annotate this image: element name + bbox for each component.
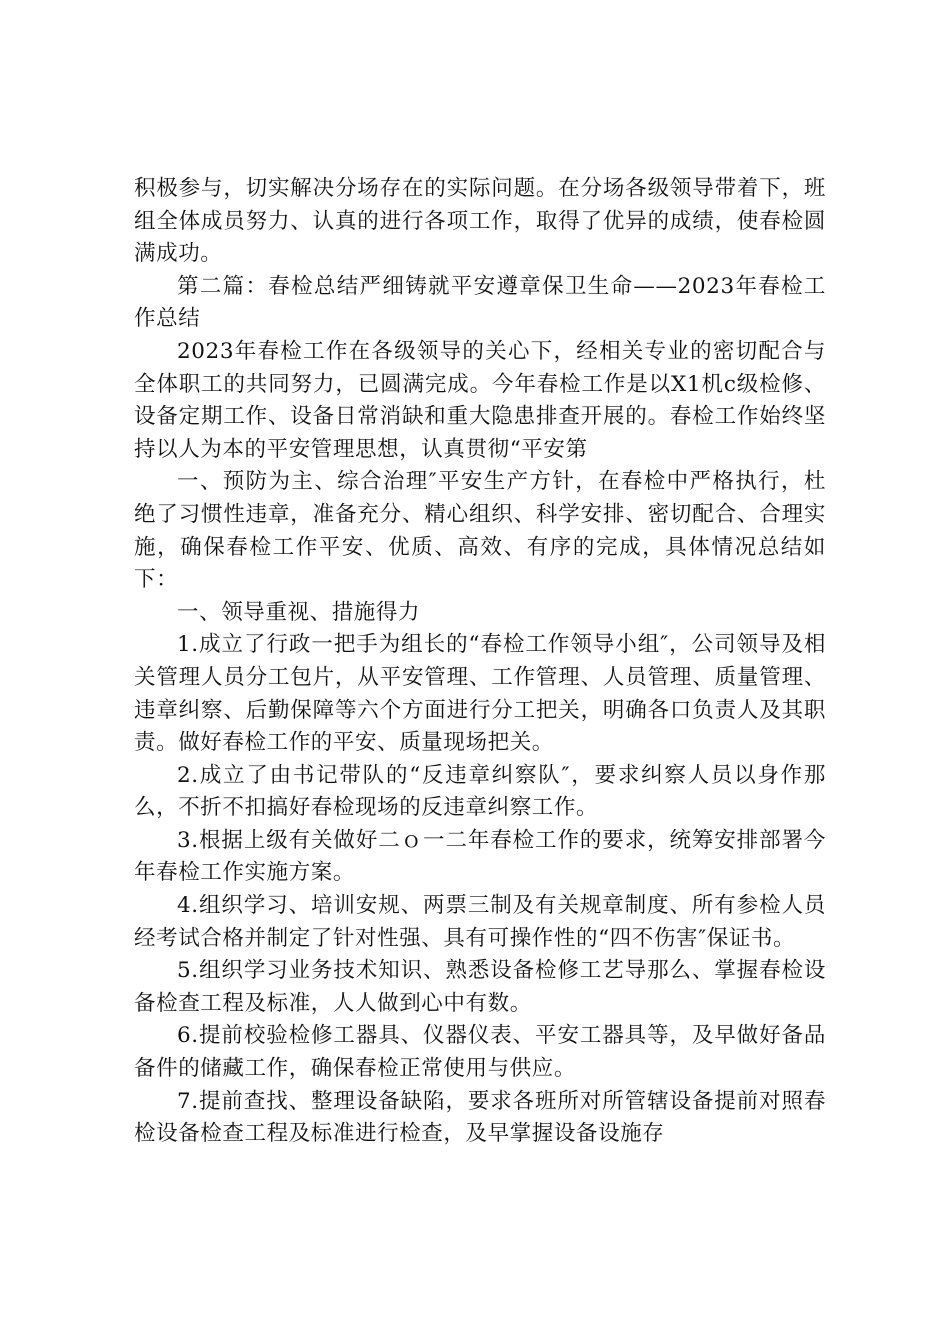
paragraph-intro: 2023年春检工作在各级领导的关心下，经相关专业的密切配合与全体职工的共同努力，已圆满完成。今年春检工作是以X1机c级检修、设备定期工作、设备日常消缺和重大隐患排查开展的。春检工作始终坚持以人为本的平安管理思想，认真贯彻“平安第: [134, 338, 826, 462]
list-item-3: 3.根据上级有关做好二ｏ一二年春检工作的要求，统筹安排部署今年春检工作实施方案。: [134, 827, 826, 886]
subheading-leadership: 一、领导重视、措施得力: [177, 599, 421, 625]
paragraph-policy: 一、预防为主、综合治理″平安生产方针，在春检中严格执行，杜绝了习惯性违章，准备充分、精心组织、科学安排、密切配合、合理实施，确保春检工作平安、优质、高效、有序的完成，具体情况总结如下：: [134, 469, 826, 593]
list-item-5: 5.组织学习业务技术知识、熟悉设备检修工艺导那么、掌握春检设备检查工程及标准，人人做到心中有数。: [134, 958, 826, 1016]
list-item-1: 1.成立了行政一把手为组长的“春检工作领导小组″，公司领导及相关管理人员分工包片，从平安管理、工作管理、人员管理、质量管理、违章纠察、后勤保障等六个方面进行分工把关，明确各口负责人及其职责。做好春检工作的平安、质量现场把关。: [134, 632, 826, 756]
paragraph-continuation: 积极参与，切实解决分场存在的实际问题。在分场各级领导带着下，班组全体成员努力、认真的进行各项工作，取得了优异的成绩，使春检圆满成功。: [134, 176, 826, 267]
list-item-2: 2.成立了由书记带队的“反违章纠察队″，要求纠察人员以身作那么，不折不扣搞好春检现场的反违章纠察工作。: [134, 762, 826, 821]
list-item-7: 7.提前查找、整理设备缺陷，要求各班所对所管辖设备提前对照春检设备检查工程及标准进行检查，及早掌握设备设施存: [134, 1088, 826, 1147]
list-item-4: 4.组织学习、培训安规、两票三制及有关规章制度、所有参检人员经考试合格并制定了针对性强、具有可操作性的“四不伤害″保证书。: [134, 893, 826, 951]
section-heading-part-two: 第二篇：春检总结严细铸就平安遵章保卫生命——2023年春检工作总结: [134, 273, 826, 332]
list-item-6: 6.提前校验检修工器具、仪器仪表、平安工器具等，及早做好备品备件的储藏工作，确保春检正常使用与供应。: [134, 1023, 826, 1082]
document-body: [134, 173, 826, 1151]
